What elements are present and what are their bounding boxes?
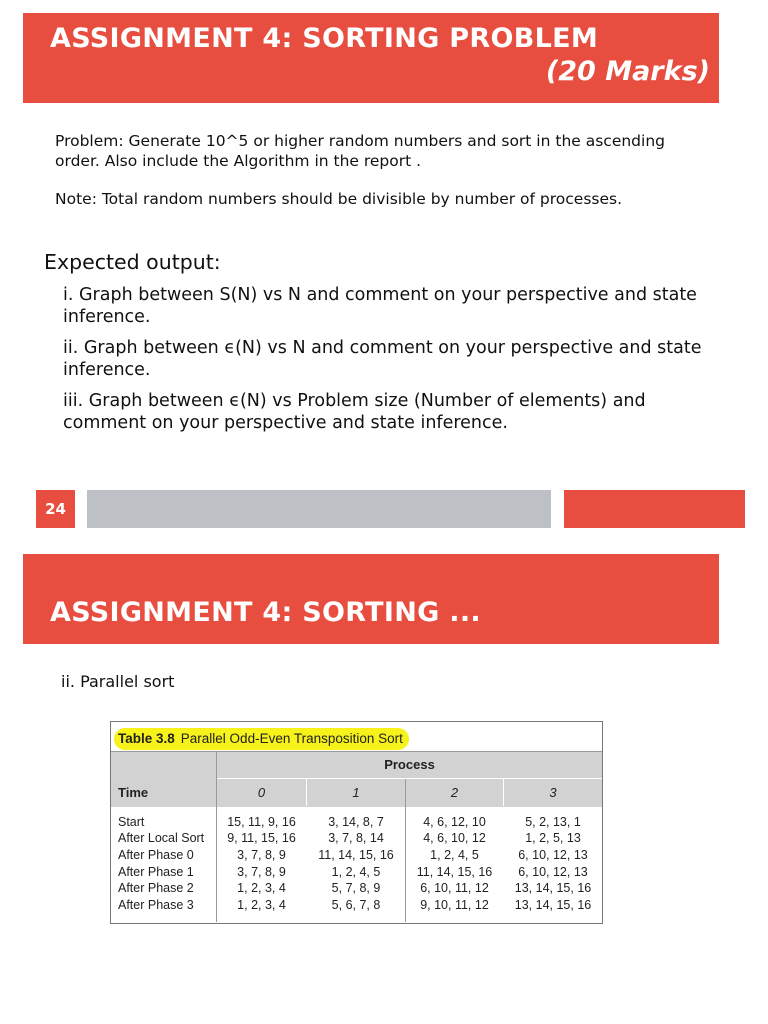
slide-title: ASSIGNMENT 4: SORTING ...	[50, 597, 481, 628]
caption-text: Parallel Odd-Even Transposition Sort	[180, 731, 403, 746]
table-cell: 13, 14, 15, 16	[514, 898, 592, 912]
row-label: After Phase 1	[118, 865, 194, 879]
table-cell: 9, 10, 11, 12	[420, 898, 489, 912]
table-cell: 1, 2, 3, 4	[237, 881, 286, 895]
divider	[217, 778, 602, 779]
table-cell: 1, 2, 4, 5	[331, 865, 381, 879]
title-banner	[23, 554, 719, 644]
problem-text: Problem: Generate 10^5 or higher random numbers and sort in the ascending order. Also include the Algorithm in the report .	[55, 132, 665, 170]
column-header: 3	[549, 785, 557, 800]
slide-title: ASSIGNMENT 4: SORTING PROBLEM	[50, 23, 599, 54]
table-cell: 3, 7, 8, 9	[237, 848, 286, 862]
expected-item: i. Graph between S(N) vs N and comment on your perspective and state inference.	[63, 285, 697, 327]
table-cell: 5, 7, 8, 9	[331, 881, 381, 895]
footer-gray-bar	[87, 490, 551, 528]
row-label: After Phase 2	[118, 881, 194, 895]
expected-output-heading: Expected output:	[44, 250, 221, 274]
table-cell: 5, 6, 7, 8	[331, 898, 381, 912]
caption-number: Table 3.8	[118, 731, 175, 746]
title-banner	[23, 13, 719, 103]
note-text: Note: Total random numbers should be divisible by number of processes.	[55, 190, 623, 208]
page-number: 24	[36, 490, 75, 528]
table-cell: 11, 14, 15, 16	[416, 865, 493, 879]
expected-item: ii. Graph between ϵ(N) vs N and comment on your perspective and state inference.	[63, 338, 702, 380]
table-cell: 6, 10, 11, 12	[420, 881, 489, 895]
table-cell: 11, 14, 15, 16	[318, 848, 394, 862]
table-caption	[114, 728, 409, 750]
column-header: 2	[450, 785, 459, 800]
table-cell: 6, 10, 12, 13	[518, 865, 588, 879]
table-cell: 3, 7, 8, 14	[328, 831, 384, 845]
marks-label: (20 Marks)	[545, 56, 710, 87]
table-cell: 4, 6, 10, 12	[423, 831, 486, 845]
table-cell: 4, 6, 12, 10	[423, 815, 486, 829]
table-cell: 9, 11, 15, 16	[227, 831, 296, 845]
table-cell: 1, 2, 4, 5	[430, 848, 479, 862]
process-header: Process	[384, 757, 435, 772]
table-cell: 1, 2, 5, 13	[525, 831, 581, 845]
table-cell: 15, 11, 9, 16	[227, 815, 296, 829]
table-cell: 1, 2, 3, 4	[237, 898, 286, 912]
row-label: Start	[118, 815, 145, 829]
footer-red-bar	[564, 490, 745, 528]
table-cell: 6, 10, 12, 13	[518, 848, 588, 862]
expected-output-list	[63, 284, 703, 443]
table-cell: 3, 7, 8, 9	[237, 865, 286, 879]
row-label: After Phase 0	[118, 848, 194, 862]
expected-item: iii. Graph between ϵ(N) vs Problem size (Number of elements) and comment on your perspective and state inference.	[63, 391, 646, 433]
table-cell: 5, 2, 13, 1	[525, 815, 581, 829]
row-label: After Phase 3	[118, 898, 194, 912]
sort-table	[110, 721, 603, 924]
table-cell: 13, 14, 15, 16	[514, 881, 592, 895]
section-subtitle: ii. Parallel sort	[61, 672, 175, 691]
time-header: Time	[118, 785, 149, 800]
column-header: 1	[352, 785, 360, 800]
table-cell: 3, 14, 8, 7	[328, 815, 384, 829]
column-header: 0	[257, 785, 266, 800]
row-label: After Local Sort	[118, 831, 205, 845]
